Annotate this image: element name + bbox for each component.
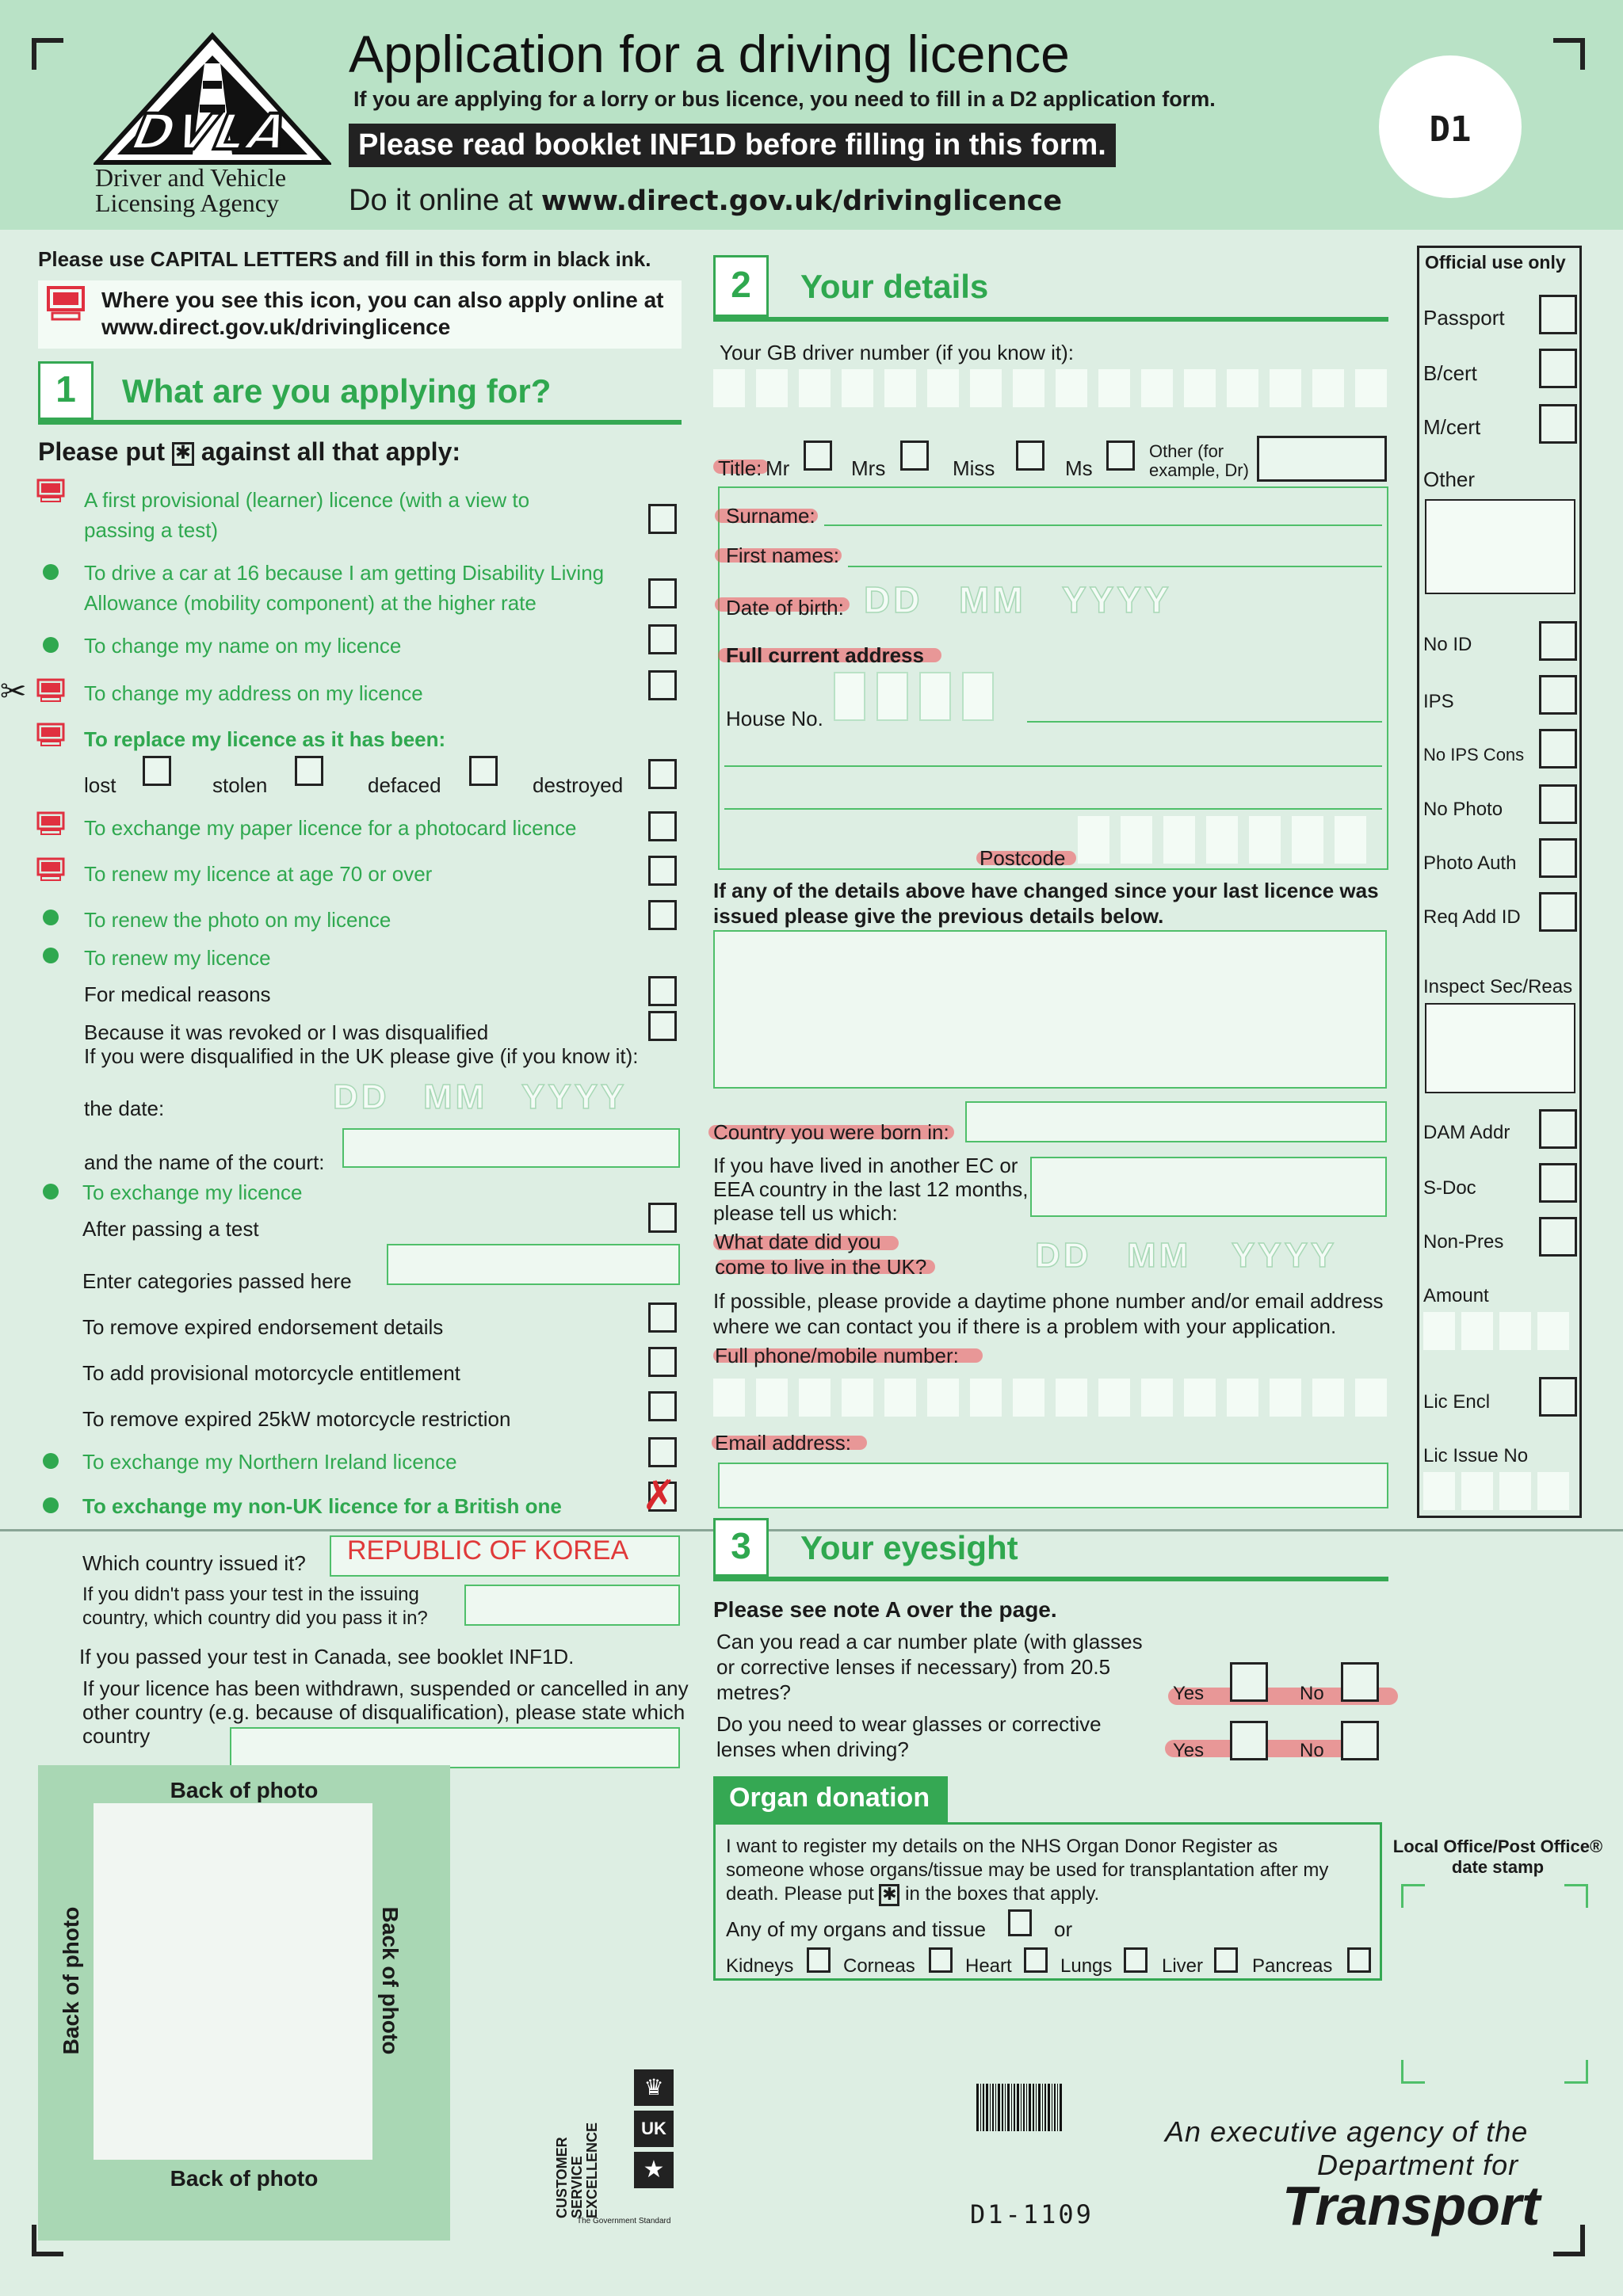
organ-text-2: in the boxes that apply.	[905, 1883, 1100, 1905]
option-add-motorcycle: To add provisional motorcycle entitlement	[82, 1361, 460, 1385]
section1-header	[38, 361, 682, 425]
q2-yes-label: Yes	[1173, 1740, 1205, 1761]
star-icon: ★	[634, 2152, 674, 2188]
organ-text-1: I want to register my details on the NHS Organ Donor Register as someone whose organs/tissue may be used for transplantation after my death. Please put	[726, 1836, 1329, 1905]
form-reference: D1-1109	[970, 2199, 1094, 2229]
organ-heart-label: Heart	[965, 1955, 1012, 1977]
photo-label-right: Back of photo	[378, 1906, 403, 2055]
checkbox-provisional[interactable]	[648, 504, 677, 534]
organ-corneas-label: Corneas	[843, 1955, 915, 1977]
postcode-cells[interactable]	[1078, 816, 1384, 867]
checkbox-defaced[interactable]	[469, 756, 498, 786]
first-names-label: First names:	[726, 543, 840, 567]
house-no-label: House No.	[726, 707, 823, 730]
section2-header	[713, 255, 1388, 322]
checkbox-no-id[interactable]	[1539, 621, 1577, 661]
driver-number-cells[interactable]	[713, 369, 1388, 410]
address-line-3[interactable]	[724, 808, 1382, 810]
replace-destroyed-label: destroyed	[533, 773, 624, 797]
day-placeholder: DD	[864, 579, 923, 620]
crop-mark-bl	[32, 2225, 63, 2256]
address-line-1[interactable]	[1027, 721, 1382, 723]
option-exchange-non-uk: To exchange my non-UK licence for a British one	[82, 1494, 562, 1518]
checkbox-exchange-paper[interactable]	[648, 811, 677, 841]
section3-header	[713, 1518, 1388, 1581]
organ-kidneys-label: Kidneys	[726, 1955, 794, 1977]
official-lic-issue-cells[interactable]	[1423, 1472, 1574, 1510]
organ-or-label: or	[1054, 1917, 1073, 1941]
cse-uk-badge: UK	[634, 2111, 674, 2147]
checked-cross-icon: ✗	[642, 1473, 677, 1519]
title-other-label: Other (for example, Dr)	[1149, 441, 1249, 480]
which-country-value: REPUBLIC OF KOREA	[347, 1535, 629, 1566]
official-inspect-box[interactable]	[1425, 1003, 1575, 1093]
q2-no-label: No	[1300, 1740, 1324, 1761]
checkbox-after-test[interactable]	[648, 1203, 677, 1233]
bullet-icon	[43, 1453, 59, 1469]
organ-pancreas-label: Pancreas	[1252, 1955, 1333, 1977]
stamp-corner-br	[1564, 2060, 1588, 2084]
checkbox-remove-25kw[interactable]	[648, 1391, 677, 1421]
option-exchange-ni: To exchange my Northern Ireland licence	[82, 1450, 457, 1474]
form-code: D1	[1429, 109, 1472, 150]
official-lic-issue-no: Lic Issue No	[1423, 1445, 1529, 1466]
official-dam-addr: DAM Addr	[1423, 1122, 1510, 1143]
option-exchange-paper: To exchange my paper licence for a photocard licence	[84, 816, 577, 840]
eyesight-q1: Can you read a car number plate (with glasses or corrective lenses if necessary) from 20.5 metres?	[716, 1630, 1143, 1704]
checkbox-renew70[interactable]	[648, 856, 677, 886]
section2-title: Your details	[800, 268, 989, 305]
canada-note: If you passed your test in Canada, see booklet INF1D.	[79, 1645, 575, 1669]
option-provisional: A first provisional (learner) licence (with a view to passing a test)	[84, 488, 530, 542]
which-country-label: Which country issued it?	[82, 1551, 306, 1575]
checkbox-ms[interactable]	[1106, 441, 1135, 471]
checkbox-stolen[interactable]	[295, 756, 323, 786]
disqualified-date-label: the date:	[84, 1097, 165, 1120]
email-label: Email address:	[715, 1431, 851, 1455]
section1-title: What are you applying for?	[122, 372, 552, 410]
q1-yes-label: Yes	[1173, 1683, 1205, 1704]
official-bcert: B/cert	[1423, 361, 1477, 385]
title-miss-label: Miss	[953, 456, 995, 480]
cse-line-3: EXCELLENCE	[584, 2122, 600, 2218]
option-replace: To replace my licence as it has been:	[84, 727, 446, 751]
option-after-test: After passing a test	[82, 1217, 259, 1241]
surname-input[interactable]	[824, 524, 1382, 526]
checkbox-drive16[interactable]	[648, 578, 677, 608]
withdrawn-note: If your licence has been withdrawn, suspended or cancelled in any other country (e.g. because of disqualification), please state which country	[82, 1676, 689, 1748]
official-amount: Amount	[1423, 1285, 1489, 1306]
dob-label: Date of birth:	[726, 596, 844, 620]
lived-ec-input[interactable]	[1030, 1157, 1387, 1217]
checkbox-mrs[interactable]	[900, 441, 929, 471]
option-drive16: To drive a car at 16 because I am getting Disability Living Allowance (mobility component) at the higher rate	[84, 561, 605, 615]
official-no-photo: No Photo	[1423, 799, 1503, 820]
exec-agency-line3: Transport	[1282, 2175, 1541, 2237]
photo-slot	[94, 1803, 372, 2160]
month-placeholder: MM	[423, 1077, 488, 1116]
phone-cells[interactable]	[713, 1379, 1387, 1420]
official-use-title: Official use only	[1425, 252, 1566, 273]
computer-icon	[36, 723, 65, 746]
checkbox-passport[interactable]	[1539, 295, 1577, 334]
address-label: Full current address	[726, 643, 924, 667]
month-placeholder: MM	[1127, 1236, 1192, 1275]
official-s-doc: S-Doc	[1423, 1177, 1476, 1199]
header-notice: Please read booklet INF1D before filling in this form.	[349, 124, 1116, 167]
categories-input[interactable]	[387, 1244, 680, 1285]
computer-icon	[36, 479, 65, 502]
checkbox-lic-encl[interactable]	[1539, 1377, 1577, 1417]
bullet-icon	[43, 948, 59, 963]
replace-lost-label: lost	[84, 773, 116, 797]
checkbox-req-add-id[interactable]	[1539, 892, 1577, 932]
uk-arrival-date-field[interactable]	[1035, 1236, 1392, 1276]
checkbox-heart[interactable]	[1024, 1947, 1048, 1973]
first-names-input[interactable]	[848, 566, 1382, 567]
please-put-line	[38, 437, 460, 467]
agency-name-2: Licensing Agency	[95, 189, 279, 217]
checkbox-no-photo[interactable]	[1539, 784, 1577, 824]
checkbox-change-name[interactable]	[648, 624, 677, 654]
option-remove-25kw: To remove expired 25kW motorcycle restriction	[82, 1407, 511, 1431]
please-put-label: Please put	[38, 437, 166, 466]
official-no-id: No ID	[1423, 634, 1472, 655]
official-other: Other	[1423, 467, 1476, 491]
checkbox-remove-endorsement[interactable]	[648, 1302, 677, 1333]
phone-label: Full phone/mobile number:	[715, 1344, 959, 1367]
checkbox-pancreas[interactable]	[1347, 1947, 1371, 1973]
option-renew70: To renew my licence at age 70 or over	[84, 862, 433, 886]
stamp-title: Local Office/Post Office®	[1392, 1836, 1603, 1856]
title-other-input[interactable]	[1257, 436, 1387, 482]
year-placeholder: YYYY	[521, 1077, 628, 1116]
computer-icon	[36, 811, 65, 835]
official-lic-encl: Lic Encl	[1423, 1391, 1491, 1413]
checkbox-q1-yes[interactable]	[1230, 1662, 1268, 1702]
enter-categories-label: Enter categories passed here	[82, 1269, 352, 1293]
capitals-note: Please use CAPITAL LETTERS and fill in this form in black ink.	[38, 247, 651, 271]
country-born-input[interactable]	[965, 1101, 1387, 1142]
organ-lungs-label: Lungs	[1060, 1955, 1113, 1977]
dob-field[interactable]	[864, 578, 1220, 621]
checkbox-non-pres[interactable]	[1539, 1217, 1577, 1257]
court-name-input[interactable]	[342, 1128, 680, 1168]
section3-number: 3	[731, 1525, 751, 1566]
checkbox-kidneys[interactable]	[807, 1947, 831, 1973]
address-line-2[interactable]	[724, 765, 1382, 767]
checkbox-mcert[interactable]	[1539, 404, 1577, 444]
eyesight-q2: Do you need to wear glasses or corrective lenses when driving?	[716, 1712, 1102, 1761]
postcode-label: Postcode	[980, 846, 1066, 870]
online-prefix: Do it online at	[349, 184, 541, 217]
checkbox-miss[interactable]	[1016, 441, 1044, 471]
bullet-icon	[43, 910, 59, 925]
checkbox-dam-addr[interactable]	[1539, 1109, 1577, 1149]
title-mr-label: Mr	[766, 456, 790, 480]
section1-number: 1	[55, 368, 76, 410]
online-url[interactable]: www.direct.gov.uk/drivinglicence	[540, 185, 1063, 217]
against-all-label: against all that apply:	[200, 437, 461, 466]
checkbox-lost[interactable]	[143, 756, 171, 786]
exec-agency-line1: An executive agency of the	[1165, 2115, 1529, 2148]
cse-tagline: The Government Standard	[577, 2217, 671, 2225]
disqualified-note: If you were disqualified in the UK please give (if you know it):	[84, 1044, 639, 1068]
surname-label: Surname:	[726, 504, 815, 528]
agency-name-1: Driver and Vehicle	[95, 163, 287, 192]
option-revoked: Because it was revoked or I was disqualified	[84, 1020, 489, 1044]
official-non-pres: Non-Pres	[1423, 1231, 1504, 1253]
official-no-ips-cons: No IPS Cons	[1423, 745, 1525, 765]
country-born-label: Country you were born in:	[713, 1120, 949, 1144]
title-mrs-label: Mrs	[851, 456, 886, 480]
crop-mark-tl	[32, 38, 63, 70]
checkbox-corneas[interactable]	[929, 1947, 953, 1973]
checkbox-renew-photo[interactable]	[648, 900, 677, 930]
checkbox-mr[interactable]	[804, 441, 832, 471]
day-placeholder: DD	[1035, 1236, 1092, 1275]
lived-ec-label: If you have lived in another EC or EEA country in the last 12 months, please tell us which:	[713, 1154, 1029, 1225]
checkbox-q2-yes[interactable]	[1230, 1721, 1268, 1760]
crop-mark-tr	[1553, 38, 1585, 70]
cross-box-icon: ✱	[172, 442, 194, 466]
photo-label-bottom: Back of photo	[170, 2166, 319, 2191]
option-exchange: To exchange my licence	[82, 1180, 303, 1204]
checkbox-q2-no[interactable]	[1341, 1721, 1379, 1760]
official-inspect: Inspect Sec/Reas	[1423, 976, 1573, 997]
q1-no-label: No	[1300, 1683, 1324, 1704]
crown-icon: ♛	[634, 2069, 674, 2106]
organ-liver-label: Liver	[1162, 1955, 1204, 1977]
page-title: Application for a driving licence	[349, 25, 1070, 83]
cross-box-icon: ✱	[879, 1884, 899, 1906]
official-req-add-id: Req Add ID	[1423, 906, 1521, 928]
test-country-input[interactable]	[464, 1585, 680, 1626]
exec-agency-line2: Department for	[1317, 2149, 1519, 2181]
day-placeholder: DD	[333, 1077, 390, 1116]
section2-number: 2	[731, 264, 751, 305]
disqualified-date-field[interactable]	[331, 1077, 680, 1117]
year-placeholder: YYYY	[1062, 579, 1172, 620]
header-online	[349, 184, 1062, 218]
year-placeholder: YYYY	[1232, 1236, 1338, 1275]
checkbox-q1-no[interactable]	[1341, 1662, 1379, 1702]
title-ms-label: Ms	[1065, 456, 1093, 480]
contact-note: If possible, please provide a daytime phone number and/or email address where we can contact you if there is a problem with your application.	[713, 1289, 1384, 1338]
checkbox-exchange-ni[interactable]	[648, 1437, 677, 1467]
stamp-corner-tl	[1401, 1884, 1425, 1908]
bullet-icon	[43, 637, 59, 653]
stamp-subtitle: date stamp	[1451, 1857, 1545, 1877]
official-amount-cells[interactable]	[1423, 1312, 1574, 1350]
come-live-label: come to live in the UK?	[715, 1255, 927, 1279]
checkbox-s-doc[interactable]	[1539, 1163, 1577, 1203]
withdrawn-country-input[interactable]	[230, 1727, 680, 1768]
court-name-label: and the name of the court:	[84, 1150, 325, 1174]
checkbox-revoked[interactable]	[648, 1011, 677, 1041]
bullet-icon	[43, 564, 59, 580]
title-label: Title:	[718, 456, 762, 480]
checkbox-lungs[interactable]	[1124, 1947, 1148, 1973]
option-remove-endorsement: To remove expired endorsement details	[82, 1315, 444, 1339]
option-renew-photo: To renew the photo on my licence	[84, 908, 391, 932]
organ-any-label: Any of my organs and tissue	[726, 1917, 987, 1941]
replace-stolen-label: stolen	[212, 773, 268, 797]
see-note-a: Please see note A over the page.	[713, 1597, 1057, 1622]
option-change-name: To change my name on my licence	[84, 634, 402, 658]
replace-defaced-label: defaced	[368, 773, 441, 797]
previous-details-note: If any of the details above have changed since your last licence was issued please give the previous details below.	[713, 879, 1379, 928]
crop-mark-br	[1553, 2225, 1585, 2256]
photo-label-left: Back of photo	[59, 1906, 83, 2055]
what-date-label: What date did you	[715, 1230, 881, 1253]
official-passport: Passport	[1423, 306, 1505, 330]
checkbox-organ-any[interactable]	[1008, 1909, 1032, 1936]
checkbox-bcert[interactable]	[1539, 349, 1577, 388]
cse-line-2: SERVICE	[569, 2156, 585, 2218]
scissors-icon: ✂	[0, 674, 27, 709]
email-input[interactable]	[718, 1463, 1388, 1508]
official-other-box[interactable]	[1425, 499, 1575, 594]
house-no-cells[interactable]	[834, 672, 1008, 724]
month-placeholder: MM	[959, 579, 1026, 620]
official-mcert: M/cert	[1423, 415, 1481, 439]
organ-text	[726, 1835, 1360, 1906]
option-change-address: To change my address on my licence	[84, 681, 423, 705]
checkbox-add-motorcycle[interactable]	[648, 1347, 677, 1377]
checkbox-no-ips-cons[interactable]	[1539, 729, 1577, 769]
cse-line-1: CUSTOMER	[554, 2137, 570, 2218]
official-photo-auth: Photo Auth	[1423, 852, 1517, 874]
bullet-icon	[43, 1184, 59, 1199]
checkbox-change-address[interactable]	[648, 670, 677, 700]
computer-icon	[36, 857, 65, 881]
barcode	[976, 2084, 1064, 2131]
option-renew: To renew my licence	[84, 946, 271, 970]
checkbox-photo-auth[interactable]	[1539, 838, 1577, 878]
online-icon-note: Where you see this icon, you can also apply online at www.direct.gov.uk/drivinglicence	[101, 288, 664, 339]
dvla-logo-text: DVLA	[128, 103, 295, 161]
driver-number-label: Your GB driver number (if you know it):	[720, 341, 1074, 364]
organ-donation-title: Organ donation	[729, 1783, 930, 1813]
photo-label-top: Back of photo	[170, 1778, 319, 1802]
header-subtitle: If you are applying for a lorry or bus licence, you need to fill in a D2 application form.	[353, 87, 1216, 111]
computer-icon	[46, 285, 86, 322]
checkbox-destroyed[interactable]	[648, 759, 677, 789]
checkbox-medical[interactable]	[648, 976, 677, 1006]
section3-title: Your eyesight	[800, 1529, 1018, 1566]
bullet-icon	[43, 1497, 59, 1513]
official-ips: IPS	[1423, 691, 1454, 712]
stamp-corner-tr	[1564, 1884, 1588, 1908]
checkbox-ips[interactable]	[1539, 675, 1577, 715]
computer-icon	[36, 678, 65, 702]
previous-details-input[interactable]	[713, 930, 1387, 1089]
stamp-corner-bl	[1401, 2060, 1425, 2084]
didnt-pass-label: If you didn't pass your test in the issuing country, which country did you pass it in?	[82, 1584, 428, 1629]
option-medical: For medical reasons	[84, 982, 271, 1006]
checkbox-liver[interactable]	[1214, 1947, 1238, 1973]
